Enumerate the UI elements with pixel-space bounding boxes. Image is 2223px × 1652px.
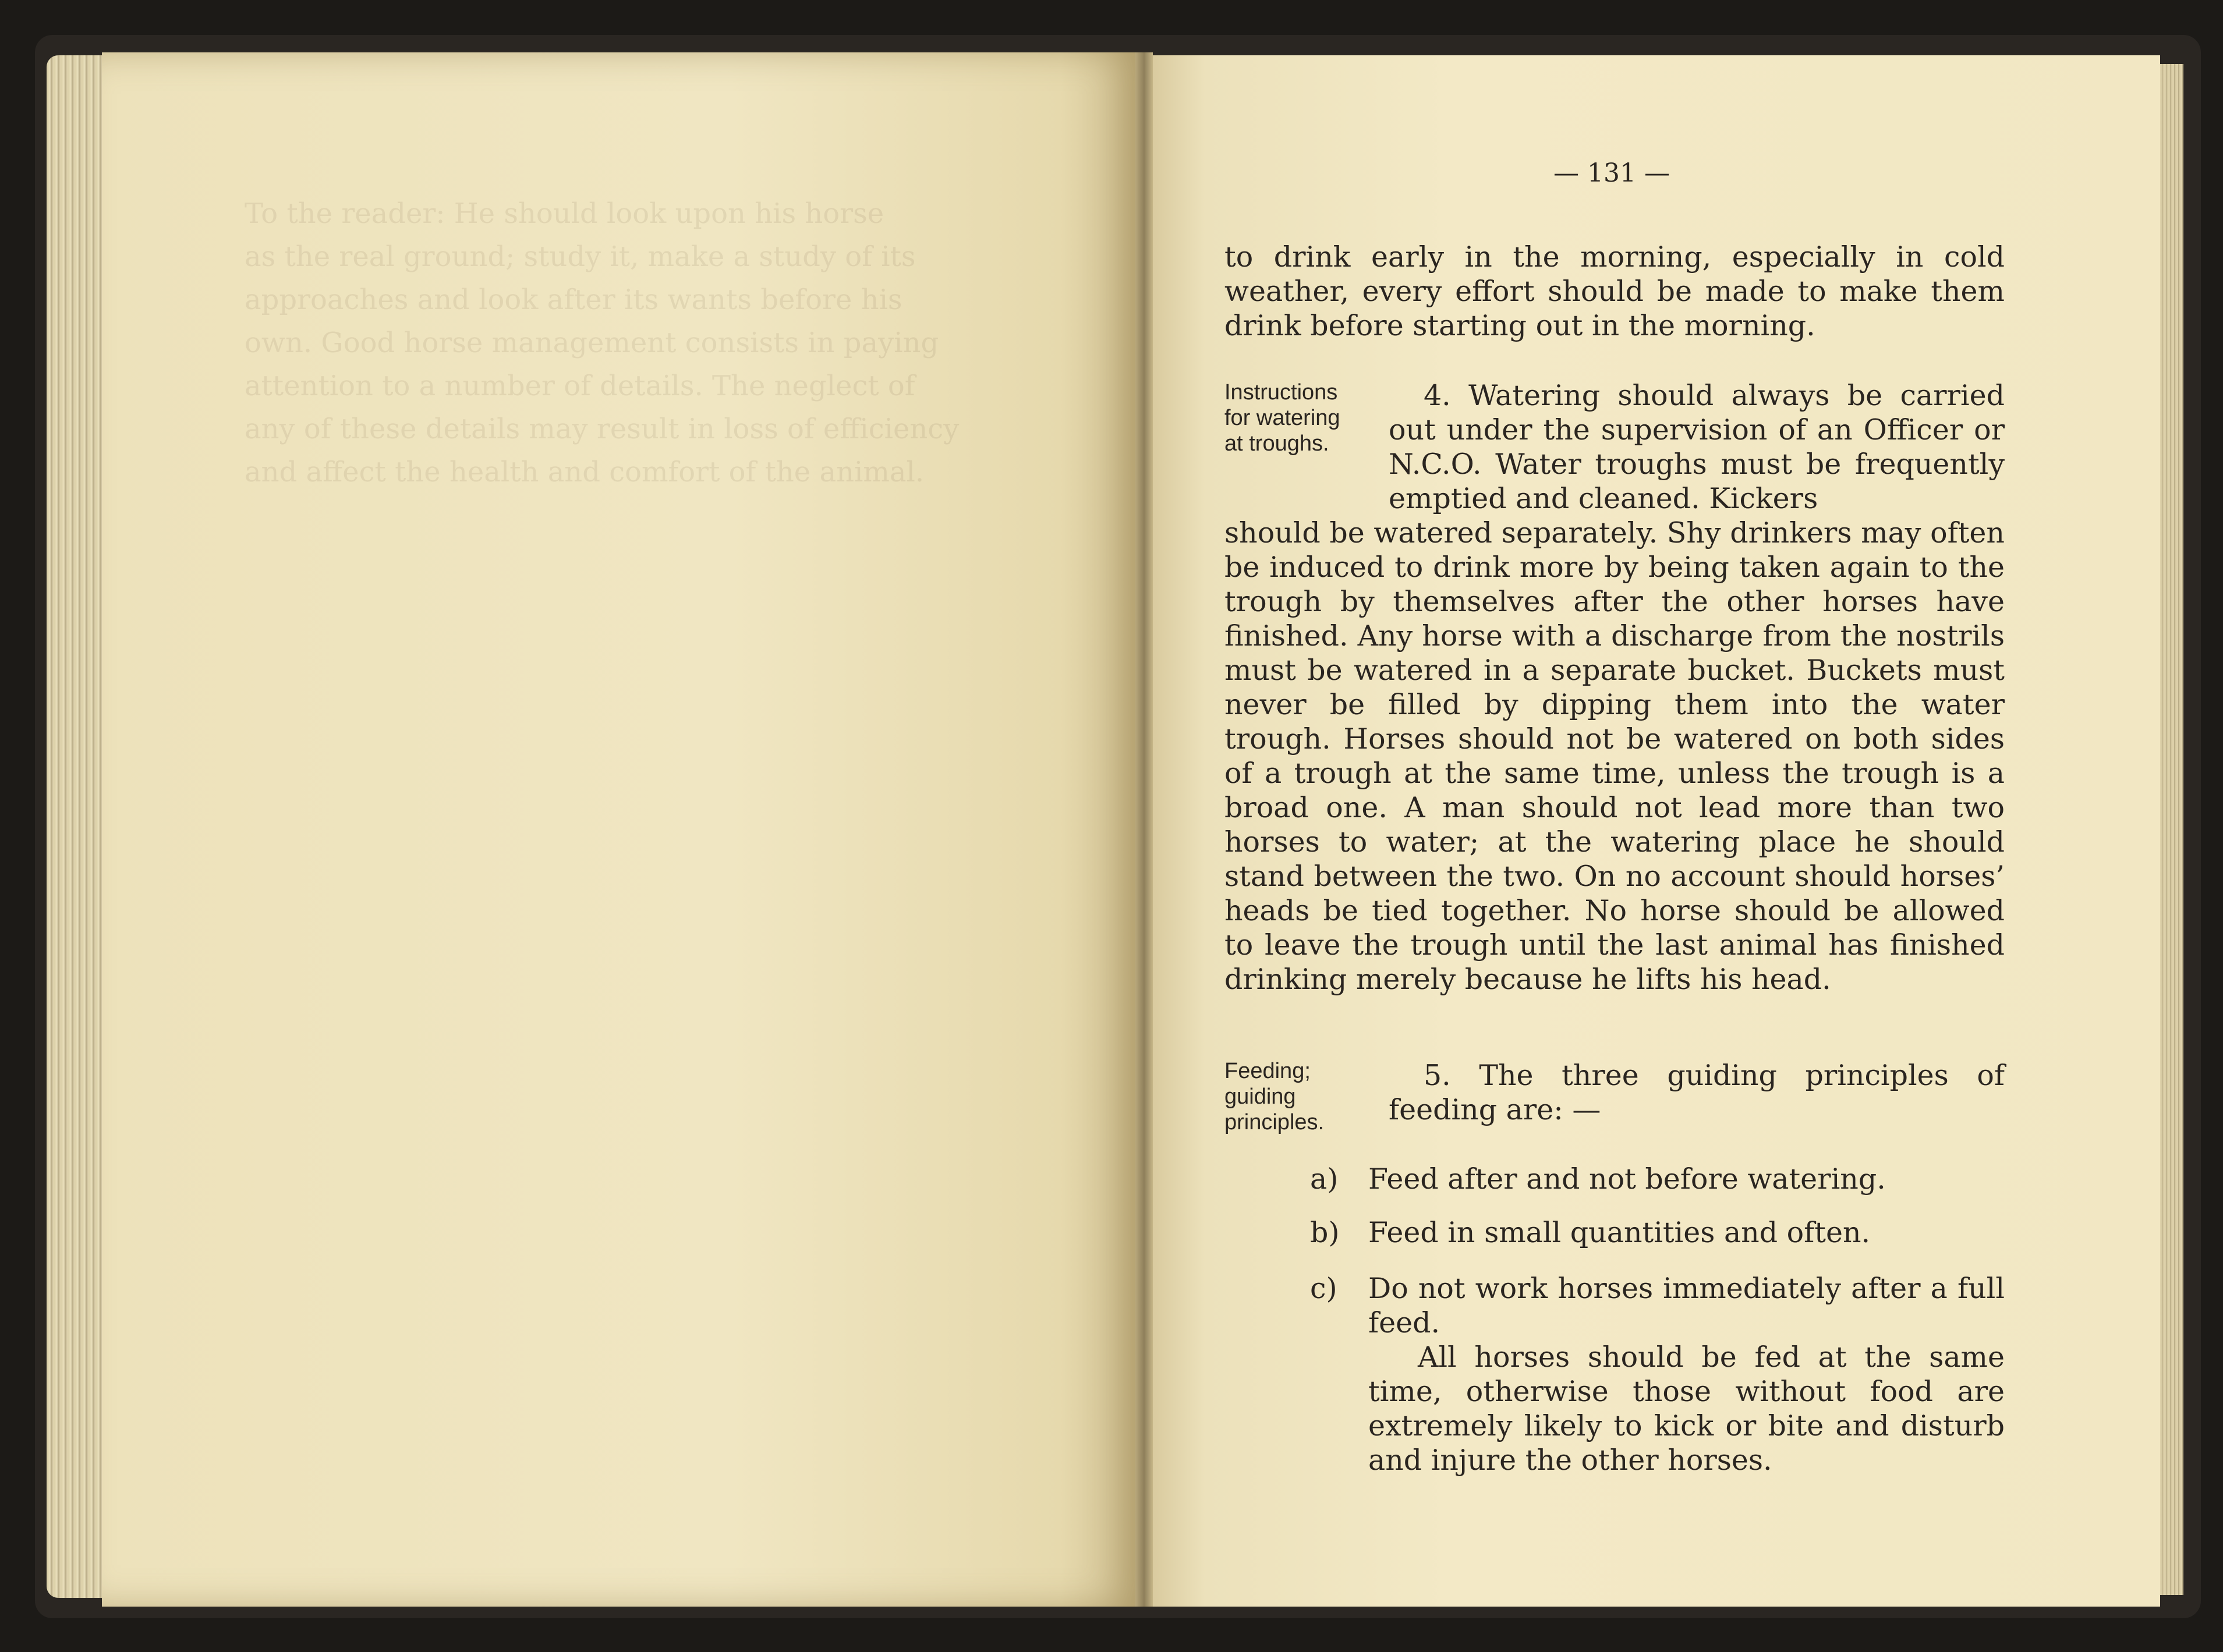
section-4-opening: 4. Watering should always be carried out under the supervision of an Officer or N.C.O. Water troughs must be frequently emptied and cleaned. Kickers xyxy=(1389,379,2005,515)
ghost-line: any of these details may result in loss of efficiency xyxy=(245,413,960,445)
list-label-a: a) xyxy=(1310,1162,1339,1196)
ghost-line: To the reader: He should look upon his horse xyxy=(245,197,884,230)
left-page-bleedthrough xyxy=(245,192,1048,494)
ghost-line: attention to a number of details. The neglect of xyxy=(245,370,915,402)
margin-note-feeding: Feeding; guiding principles. xyxy=(1224,1059,1325,1135)
list-label-c: c) xyxy=(1310,1272,1337,1305)
closing-paragraph: All horses should be fed at the same time, otherwise those without food are extremely likely to kick or bite and disturb and injure the other horses. xyxy=(1368,1341,2005,1477)
page-number: — 131 — xyxy=(1553,158,1670,188)
ghost-line: as the real ground; study it, make a study of its xyxy=(245,240,916,273)
margin-note-watering: Instructions for watering at troughs. xyxy=(1224,380,1340,456)
section-5-intro: 5. The three guiding principles of feeding are: — xyxy=(1389,1059,2005,1126)
list-item-c: Do not work horses immediately after a full feed. xyxy=(1368,1272,2005,1339)
ghost-line: approaches and look after its wants before his xyxy=(245,283,902,316)
intro-paragraph: to drink early in the morning, especially in cold weather, every effort should be made to make them drink before starting out in the morning. xyxy=(1224,240,2005,342)
list-item-b: Feed in small quantities and often. xyxy=(1368,1216,1871,1249)
ghost-line: own. Good horse management consists in paying xyxy=(245,327,939,359)
ghost-line: and affect the health and comfort of the animal. xyxy=(245,456,925,488)
book-gutter xyxy=(1135,52,1153,1607)
list-item-a: Feed after and not before watering. xyxy=(1368,1162,1886,1196)
list-label-b: b) xyxy=(1310,1216,1340,1249)
section-4-body: should be watered separately. Shy drinkers may often be induced to drink more by being taken again to the trough by themselves after the other horses have finished. Any horse with a discharge from the nostrils must be watered in a separate bucket. Buckets must never be filled by dipping them into the water trough. Horses should not be watered on both sides of a trough at the same time, unless the trough is a broad one. A man should not lead more than two horses to water; at the watering place he should stand between the two. On no account should horses’ heads be tied together. No horse should be allowed to leave the trough until the last animal has finished drinking merely because he lifts his head. xyxy=(1224,516,2005,996)
